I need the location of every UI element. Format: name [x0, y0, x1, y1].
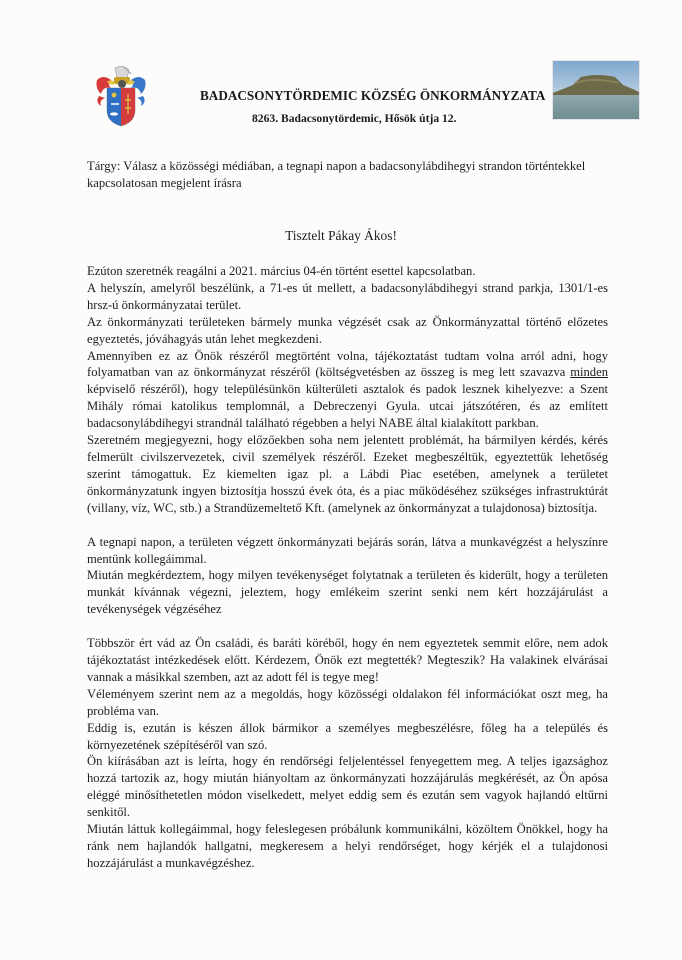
paragraph: A tegnapi napon, a területen végzett önkormányzati bejárás során, látva a munkavégzést a helyszínre mentünk kollegáimmal.	[87, 534, 608, 566]
paragraph: Eddig is, ezután is készen állok bármikor a személyes megbeszélésre, főleg ha a település és környezetének szépítéséről van szó.	[87, 720, 608, 752]
organization-name: BADACSONYTÖRDEMIC KÖZSÉG ÖNKORMÁNYZATA	[200, 88, 546, 103]
coat-of-arms-icon	[93, 64, 149, 128]
paragraph-gap	[87, 517, 608, 534]
paragraph: Véleményem szerint nem az a megoldás, hogy közösségi oldalakon fél információkat oszt meg, ha probléma van.	[87, 686, 608, 718]
salutation: Tisztelt Pákay Ákos!	[285, 228, 397, 243]
organization-address: 8263. Badacsonytördemic, Hősök útja 12.	[252, 112, 457, 125]
letter-subject: Tárgy: Válasz a közösségi médiában, a tegnapi napon a badacsonylábdihegyi strandon történtekkel kapcsolatosan megjelent írásra	[87, 159, 586, 190]
paragraph: Miután láttuk kollegáimmal, hogy feleslegesen próbálunk kommunikálni, közöltem Önökkel, hogy ha ránk nem hajlandók hallgatni, megkeresem a helyi rendőrséget, hogy kérjék el a tulajdonosi hozzájárulást a munkavégzéshez.	[87, 822, 608, 870]
paragraph-gap	[87, 618, 608, 635]
paragraph-text: képviselő részéről), hogy településünkön külterületi asztalok és padok lesznek kihelyezve: a Szent Mihály római katolikus templomnál, a Debreczenyi Gyula. utcai játszótéren, és az említett badacsonylábdihegyi strandnál található régebben a helyi NABE által kialakított parkban.	[87, 382, 608, 431]
paragraph: A helyszín, amelyről beszélünk, a 71-es út mellett, a badacsonylábdihegyi strand parkja, 1301/1-es hrsz-ú önkormányzatai terület.	[87, 280, 608, 312]
letter-body	[87, 263, 608, 872]
paragraph: Szeretném megjegyezni, hogy előzőekben soha nem jelentett problémát, ha bármilyen kérdés, kérés felmerült civilszervezetek, civil személyek részéről. Ezeket megbeszéltük, egyeztettük lehetőség szerint támogattuk. Ez kiemelten igaz pl. a Lábdi Piac esetében, amelynek a területet önkormányzatunk ingyen biztosítja hosszú évek óta, és a piac működéséhez szükséges infrastruktúrát (villany, víz, WC, stb.) a Strandüzemeltető Kft. (amelynek az önkormányzat a tulajdonosa) biztosítja.	[87, 433, 608, 515]
paragraph: Ön kiírásában azt is leírta, hogy én rendőrségi feljelentéssel fenyegettem meg. A teljes igazsághoz hozzá tartozik az, hogy miután hiányoltam az önkormányzati hozzájárulás megkérését, az Ön apósa eléggé minősíthetetlen módon viselkedett, melyet eddig sem és ezután sem vagyok hajlandó eltűrni senkitől.	[87, 754, 608, 820]
underlined-word: minden	[570, 365, 608, 380]
badacsony-hill-photo	[552, 60, 640, 120]
paragraph: Miután megkérdeztem, hogy milyen tevékenységet folytatnak a területen és kiderült, hogy a területen munkát kívánnak végezni, jeleztem, hogy emlékeim szerint senki nem kért hozzájárulást a tevékenységek végzéséhez	[87, 568, 608, 617]
paragraph: Többször ért vád az Ön családi, és baráti köréből, hogy én nem egyeztetek semmit előre, nem adok tájékoztatást intézkedések előtt. Kérdezem, Önök ezt megtették? Megteszik? Ha valakinek elvárásai vannak a másikkal szemben, azt az adott fél is tegye meg!	[87, 636, 608, 684]
paragraph: Az önkormányzati területeken bármely munka végzését csak az Önkormányzattal történő előzetes egyeztetés, jóváhagyás után lehet megkezdeni.	[87, 314, 608, 346]
paragraph	[87, 348, 608, 433]
paragraph: Ezúton szeretnék reagálni a 2021. március 04-én történt esettel kapcsolatban.	[87, 264, 476, 278]
paragraph-text: Amennyiben ez az Önök részéről megtörtént volna, tájékoztatást tudtam volna arról adni, hogy folyamatban van az önkormányzat részéről (költségvetésben az összeg is meg lett szavazva	[87, 348, 608, 380]
